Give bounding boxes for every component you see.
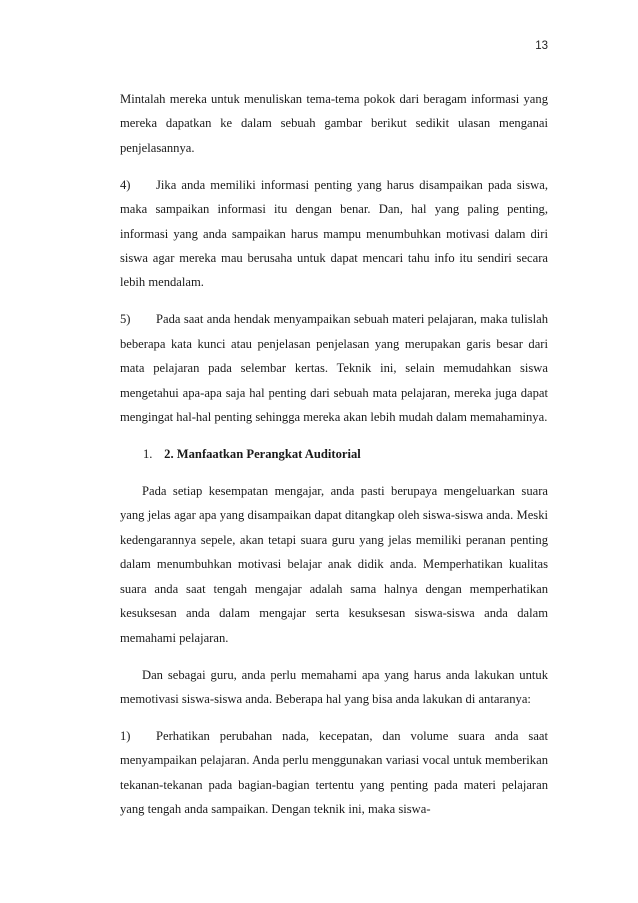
page-number: 13	[535, 40, 548, 52]
list-number: 1)	[120, 728, 131, 743]
heading-text: 2. Manfaatkan Perangkat Auditorial	[164, 447, 361, 462]
list-number: 4)	[120, 177, 131, 192]
section-heading	[120, 442, 548, 466]
list-number: 5)	[120, 312, 131, 327]
paragraph-intro: Mintalah mereka untuk menuliskan tema-tema pokok dari beragam informasi yang mereka dapatkan ke dalam sebuah gambar berikut sedikit ulasan menganai penjelasannya.	[120, 92, 548, 155]
list-item-text: Jika anda memiliki informasi penting yang harus disampaikan pada siswa, maka sampaikan informasi itu dengan benar. Dan, hal yang paling penting, informasi yang anda sampaikan harus mampu menumbuhkan motivasi dalam diri siswa agar mereka mau berusaha untuk dapat mencari tahu info itu sendiri secara lebih mendalam.	[120, 177, 548, 290]
list-item-1	[120, 724, 548, 822]
paragraph-auditorial: Pada setiap kesempatan mengajar, anda pasti berupaya mengeluarkan suara yang jelas agar apa yang disampaikan dapat ditangkap oleh siswa-siswa anda. Meski kedengarannya sepele, akan tetapi suara guru yang jelas memiliki peranan penting dalam menumbuhkan motivasi belajar anak didik anda. Memperhatikan kualitas suara anda saat tengah mengajar adalah sama halnya dengan memperhatikan kesuksesan anda dalam mengajar serta kesuksesan siswa-siswa anda dalam memahami pelajaran.	[120, 484, 548, 645]
paragraph-motivation: Dan sebagai guru, anda perlu memahami apa yang harus anda lakukan untuk memotivasi siswa-siswa anda. Beberapa hal yang bisa anda lakukan di antaranya:	[120, 667, 548, 706]
list-item-text: Pada saat anda hendak menyampaikan sebuah materi pelajaran, maka tulislah beberapa kata kunci atau penjelasan penjelasan yang merupakan garis besar dari mata pelajaran pada selembar kertas. Teknik ini, selain memudahkan siswa mengetahui apa-apa saja hal penting dari sebuah mata pelajaran, mereka juga dapat mengingat hal-hal penting sehingga mereka akan lebih mudah dalam memahaminya.	[120, 312, 548, 425]
list-item-5	[120, 307, 548, 429]
list-item-text: Perhatikan perubahan nada, kecepatan, dan volume suara anda saat menyampaikan pelajaran. Anda perlu menggunakan variasi vocal untuk memberikan tekanan-tekanan pada bagian-bagian tertentu yang penting pada materi pelajaran yang tengah anda sampaikan. Dengan teknik ini, maka siswa-	[120, 728, 548, 817]
body-text	[120, 87, 548, 834]
list-item-4	[120, 173, 548, 295]
heading-number: 1.	[143, 447, 153, 462]
